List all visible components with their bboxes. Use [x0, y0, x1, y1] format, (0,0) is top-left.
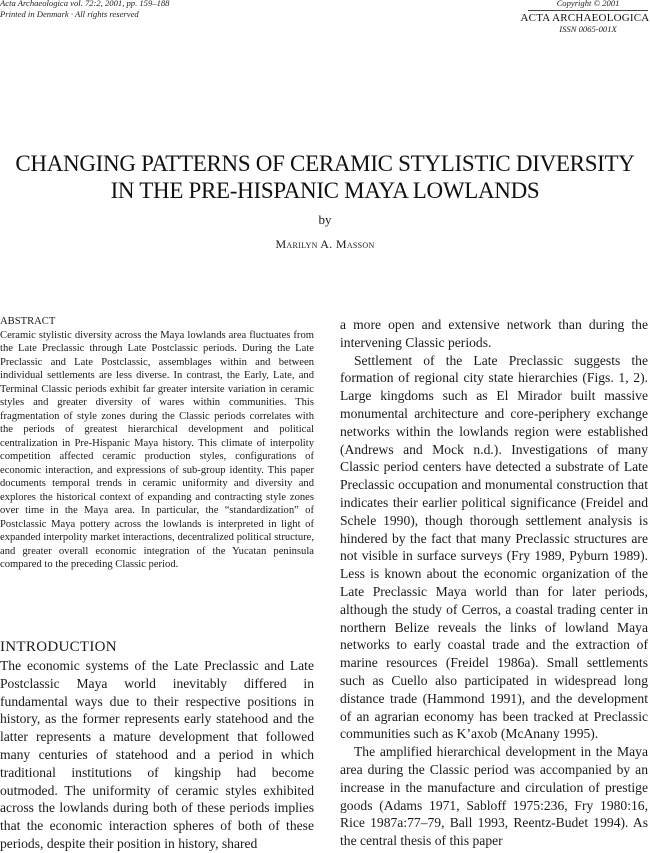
header-rule: [528, 10, 648, 11]
publication-info: [0, 0, 169, 20]
title-line-2: IN THE PRE-HISPANIC MAYA LOWLANDS: [110, 178, 540, 203]
citation-line: Acta Archaeologica vol. 72:2, 2001, pp. 159–188: [0, 0, 170, 8]
by-label: by: [318, 212, 332, 227]
author-name: Marilyn A. Masson: [275, 237, 375, 251]
printed-line: Printed in Denmark · All rights reserved: [0, 9, 139, 19]
introduction-text: The economic systems of the Late Preclassic and Late Postclassic Maya world inevitably differed in fundamental ways due to their respective positions in history, as the former represents early statehood and the latter represents a mature development that followed many centuries of statehood and a period in which traditional institutions of kingship had become outmoded. The uniformity of ceramic styles exhibited across the lowlands during both of these periods implies that the economic interaction spheres of both of these periods, despite their position in history, shared: [0, 658, 314, 851]
journal-name: ACTA ARCHAEOLOGICA: [520, 12, 650, 24]
paragraph-continued: a more open and extensive network than during the intervening Classic periods.: [340, 317, 648, 350]
abstract-heading: ABSTRACT: [0, 316, 56, 327]
title-line-1: CHANGING PATTERNS OF CERAMIC STYLISTIC DIVERSITY: [15, 151, 635, 176]
paragraph-settlement: Settlement of the Late Preclassic suggests the formation of regional city state hierarchies (Figs. 1, 2). Large kingdoms such as El Mirador built massive monumental architecture and core-periphery exchange networks within the lowlands region were established (Andrews and Mock n.d.). Investigations of many Classic period centers have detected a substrate of Late Preclassic occupation and monumental construction that indicates their earlier political significance (Freidel and Schele 1990), though thorough settlement analysis is hindered by the fact that many Preclassic structures are not visible in surface surveys (Fry 1989, Pyburn 1989). Less is known about the economic organization of the Late Preclassic Maya world than for later periods, although the study of Cerros, a coastal trading center in northern Belize reveals the links of lowland Maya networks to early coastal trade and the extraction of marine resources (Freidel 1986a). Small settlements such as Cuello also participated in widespread long distance trade (Hammond 1991), and the development of an agrarian economy has been tracked at Preclassic communities such as K’axob (McAnany 1995).: [340, 352, 648, 742]
right-column-text: [340, 316, 648, 850]
abstract-section: [0, 315, 314, 572]
article-title: [0, 150, 650, 204]
introduction-heading: INTRODUCTION: [0, 639, 117, 655]
paragraph-hierarchical: The amplified hierarchical development in the Maya area during the Classic period was accompanied by an increase in the manufacture and circulation of prestige goods (Adams 1971, Sabloff 1975:236, Fry 1980:16, Rice 1987a:77–79, Ball 1993, Reentz-Budet 1994). As the central thesis of this paper: [340, 744, 648, 849]
copyright-line: Copyright © 2001: [556, 0, 620, 8]
issn-line: ISSN 0065-001X: [559, 24, 617, 34]
abstract-text: Ceramic stylistic diversity across the Maya lowlands area fluctuates from the Late Preclassic through Late Postclassic periods. During the Late Preclassic and Late Postclassic, assemblages within and between individual settlements are less diverse. In contrast, the Early, Late, and Terminal Classic periods exhibit far greater intersite variation in ceramic styles and greater diversity of wares within communities. This fragmentation of style zones during the Classic periods correlates with the periods of greatest hierarchical development and political centralization in Pre-Hispanic Maya history. This climate of interpolity competition affected ceramic production styles, configurations of economic interaction, and expressions of sub-group identity. This paper documents temporal trends in ceramic uniformity and diversity and explores the historical context of expanding and contracting style zones over time in the Maya area. In particular, the “standardization” of Postclassic Maya pottery across the lowlands is interpreted in light of expanded interpolity market interactions, decentralized political structure, and greater overall economic integration of the Yucatan peninsula compared to the preceding Classic period.: [0, 329, 314, 570]
